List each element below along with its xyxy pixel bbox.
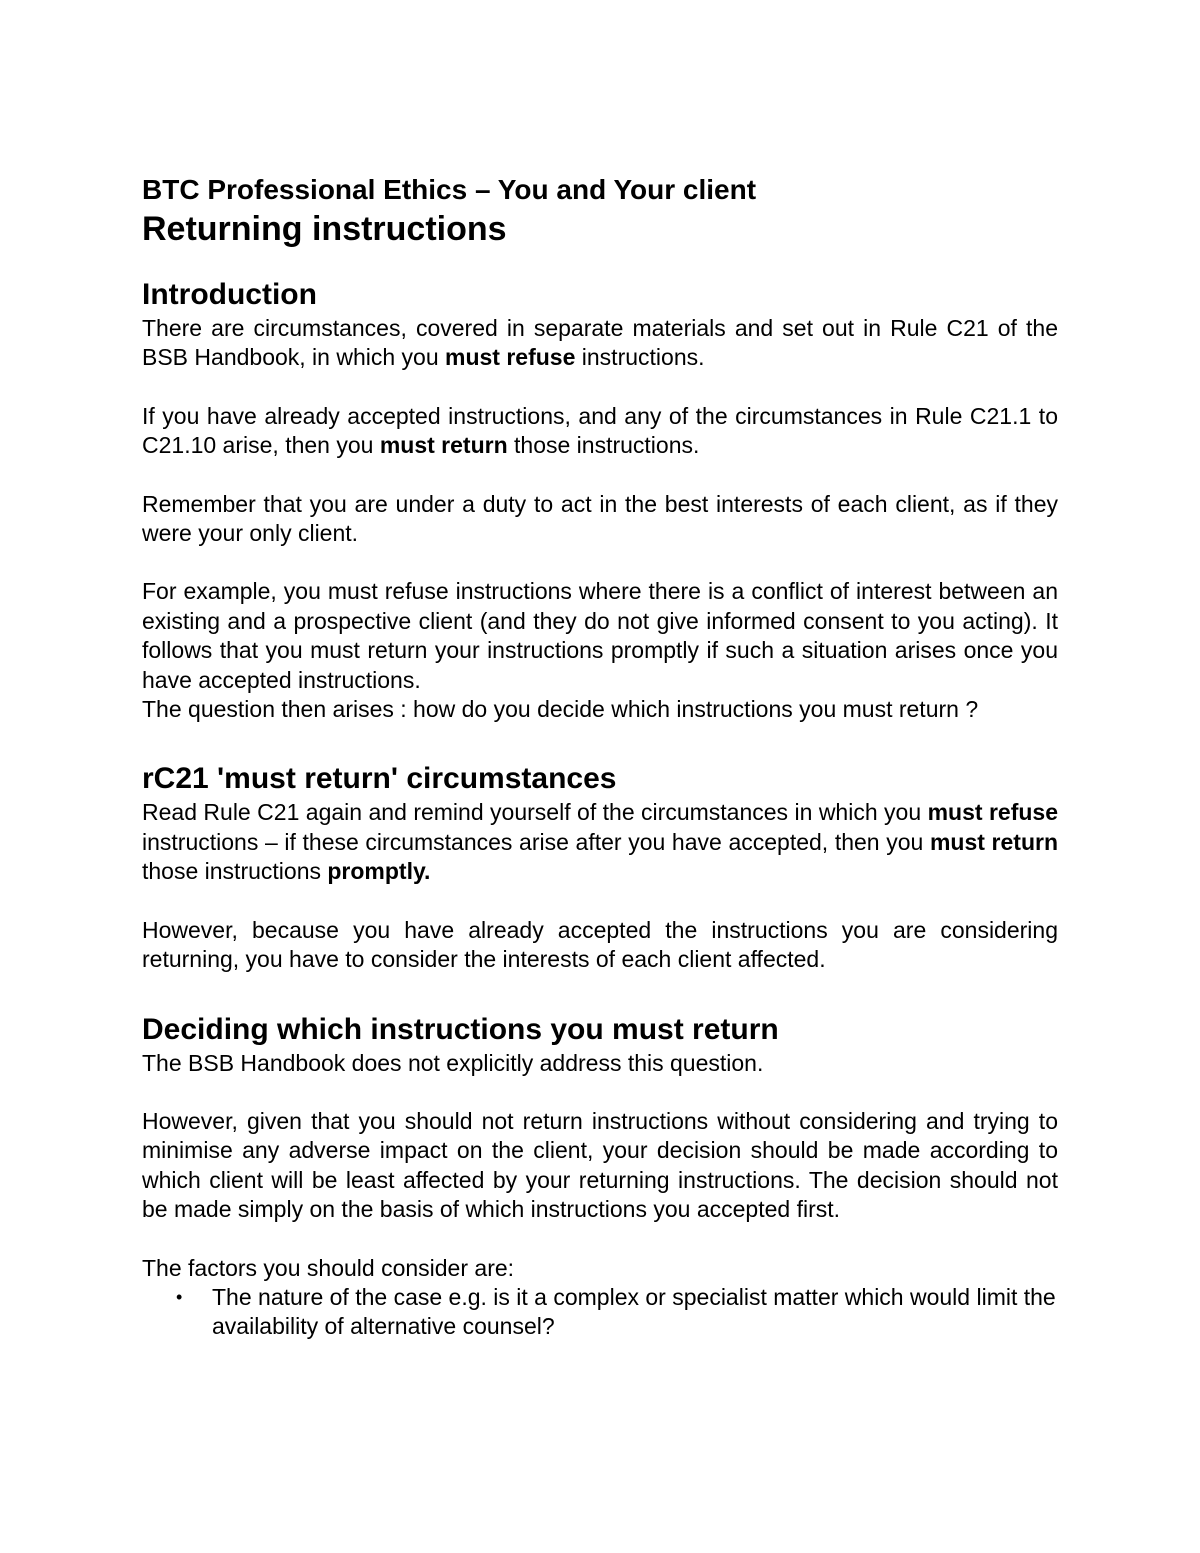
intro-paragraph-5: The question then arises : how do you decide which instructions you must return ? xyxy=(142,696,979,723)
intro-p1-text-a: There are circumstances, covered in separate materials and set out in Rule C21 of the BSB Handbook, in which you xyxy=(142,315,1058,371)
section-introduction xyxy=(142,276,1058,724)
document-page xyxy=(142,172,1058,1342)
section-heading-circumstances: rC21 'must return' circumstances xyxy=(142,762,617,796)
section-heading-deciding: Deciding which instructions you must return xyxy=(142,1012,779,1046)
circ-p1-emphasis-return: must return xyxy=(929,828,1058,855)
factors-list xyxy=(142,1283,1058,1342)
circ-p1-text-c: instructions – if these circumstances arise after you have accepted, then you xyxy=(142,828,930,855)
intro-paragraph-3: Remember that you are under a duty to act in the best interests of each client, as if they were your only client. xyxy=(142,490,1058,547)
bullet-icon: • xyxy=(176,1286,183,1307)
circ-p1-text-e: those instructions xyxy=(142,858,328,885)
intro-p1-text-c: instructions. xyxy=(575,344,705,371)
circ-p1-emphasis-promptly: promptly. xyxy=(327,858,431,885)
intro-paragraph-2 xyxy=(142,402,1058,461)
circumstances-paragraph-2: However, because you have already accepted the instructions you are considering returning, you have to consider the interests of each client affected. xyxy=(142,916,1058,973)
section-deciding xyxy=(142,1011,1058,1342)
intro-p2-text-c: those instructions. xyxy=(507,432,700,459)
list-item xyxy=(142,1283,1058,1342)
section-heading-introduction: Introduction xyxy=(142,278,317,311)
intro-p2-emphasis: must return xyxy=(379,432,508,459)
factor-text: The nature of the case e.g. is it a complex or specialist matter which would limit the availability of alternative counsel? xyxy=(212,1283,1056,1340)
deciding-paragraph-1: The BSB Handbook does not explicitly address this question. xyxy=(142,1049,764,1076)
document-subtitle: Returning instructions xyxy=(142,210,507,248)
section-must-return-circumstances xyxy=(142,760,1058,974)
circumstances-paragraph-1 xyxy=(142,798,1058,886)
document-title: BTC Professional Ethics – You and Your client xyxy=(142,174,757,205)
intro-paragraph-1 xyxy=(142,314,1058,373)
intro-p2-text-a: If you have already accepted instructions, and any of the circumstances in Rule C21.1 to C21.10 arise, then you xyxy=(142,402,1058,459)
intro-paragraph-4: For example, you must refuse instructions where there is a conflict of interest between an existing and a prospective client (and they do not give informed consent to you acting). It follows that you must return your instructions promptly if such a situation arises once you have accepted instructions. xyxy=(142,578,1058,693)
circ-p1-emphasis-refuse: must refuse xyxy=(927,799,1058,826)
deciding-paragraph-3: The factors you should consider are: xyxy=(142,1254,515,1281)
deciding-paragraph-2: However, given that you should not return instructions without considering and trying to minimise any adverse impact on the client, your decision should be made according to which client will be least affected by your returning instructions. The decision should not be made simply on the basis of which instructions you accepted first. xyxy=(142,1107,1058,1223)
circ-p1-text-a: Read Rule C21 again and remind yourself of the circumstances in which you xyxy=(142,799,928,826)
intro-p1-emphasis: must refuse xyxy=(445,344,576,371)
